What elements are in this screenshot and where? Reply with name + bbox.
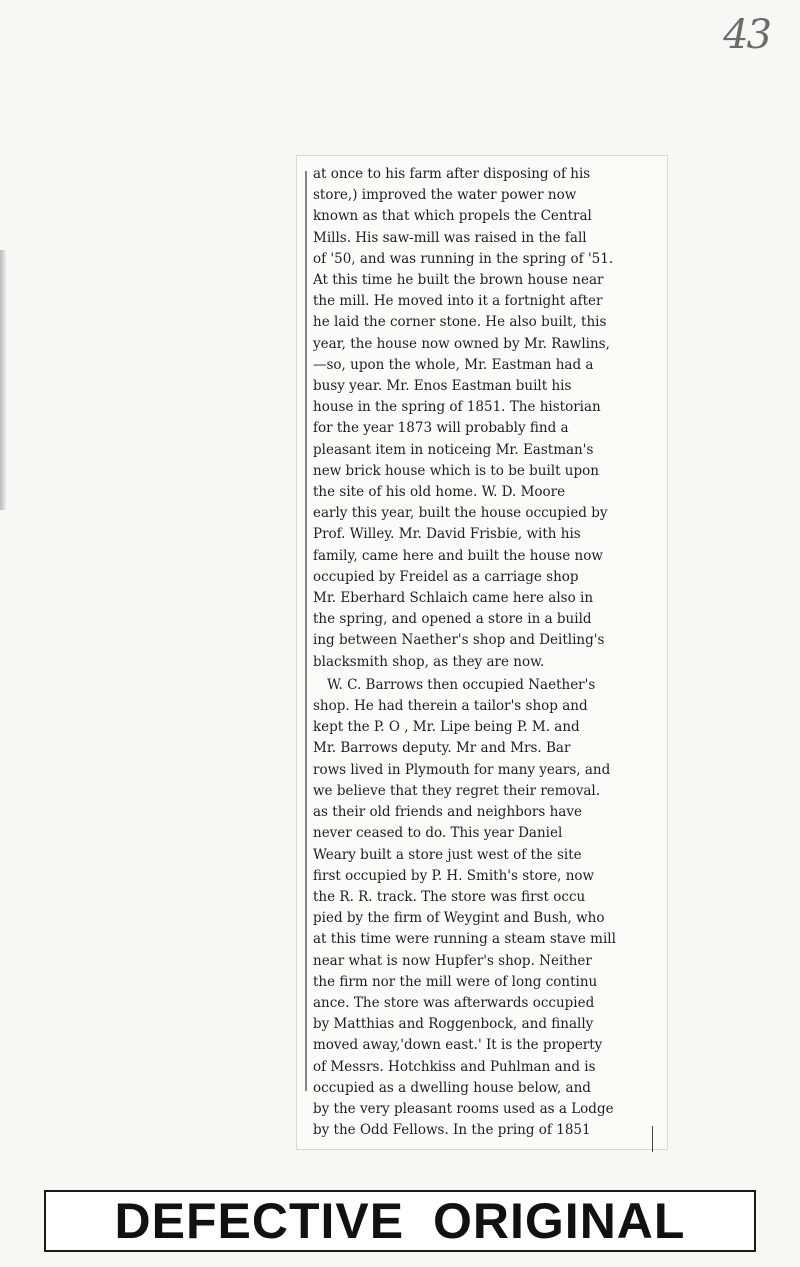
page-number: 43 (723, 12, 770, 58)
newspaper-clipping (296, 155, 668, 1150)
article-body (313, 164, 649, 1141)
article-paragraph-1: at once to his farm after disposing of his store,) improved the water power now known as that which propels the Central Mills. His saw-mill was raised in the fall of '50, and was running in the spring of '51. At this time he built the brown house near the mill. He moved into it a fortnight after he laid the corner stone. He also built, this year, the house now owned by Mr. Rawlins, —so, upon the whole, Mr. Eastman had a busy year. Mr. Enos Eastman built his house in the spring of 1851. The historian for the year 1873 will probably find a pleasant item in noticeing Mr. Eastman's new brick house which is to be built upon the site of his old home. W. D. Moore early this year, built the house occupied by Prof. Willey. Mr. David Frisbie, with his family, came here and built the house now occupied by Freidel as a carriage shop Mr. Eberhard Schlaich came here also in the spring, and opened a store in a build ing between Naether's shop and Deitling's blacksmith shop, as they are now. (313, 166, 614, 670)
clipping-right-rule (652, 1126, 653, 1152)
scan-edge-shadow (0, 250, 6, 510)
article-paragraph-2: W. C. Barrows then occupied Naether's shop. He had therein a tailor's shop and kept the P. O , Mr. Lipe being P. M. and Mr. Barrows deputy. Mr and Mrs. Bar rows lived in Plymouth for many years, and we believe that they regret their removal. as their old friends and neighbors have never ceased to do. This year Daniel Weary built a store just west of the site first occupied by P. H. Smith's store, now the R. R. track. The store was first occu pied by the firm of Weygint and Bush, who at this time were running a steam stave mill near what is now Hupfer's shop. Neither the firm nor the mill were of long continu ance. The store was afterwards occupied by Matthias and Roggenbock, and finally moved away,'down east.' It is the property of Messrs. Hotchkiss and Puhlman and is occupied as a dwelling house below, and by the very pleasant rooms used as a Lodge by the Odd Fellows. In the pring of 1851 (313, 676, 616, 1139)
defective-original-label: DEFECTIVE ORIGINAL (114, 1193, 686, 1249)
defective-original-stamp (44, 1190, 756, 1252)
clipping-left-rule (305, 171, 307, 1091)
